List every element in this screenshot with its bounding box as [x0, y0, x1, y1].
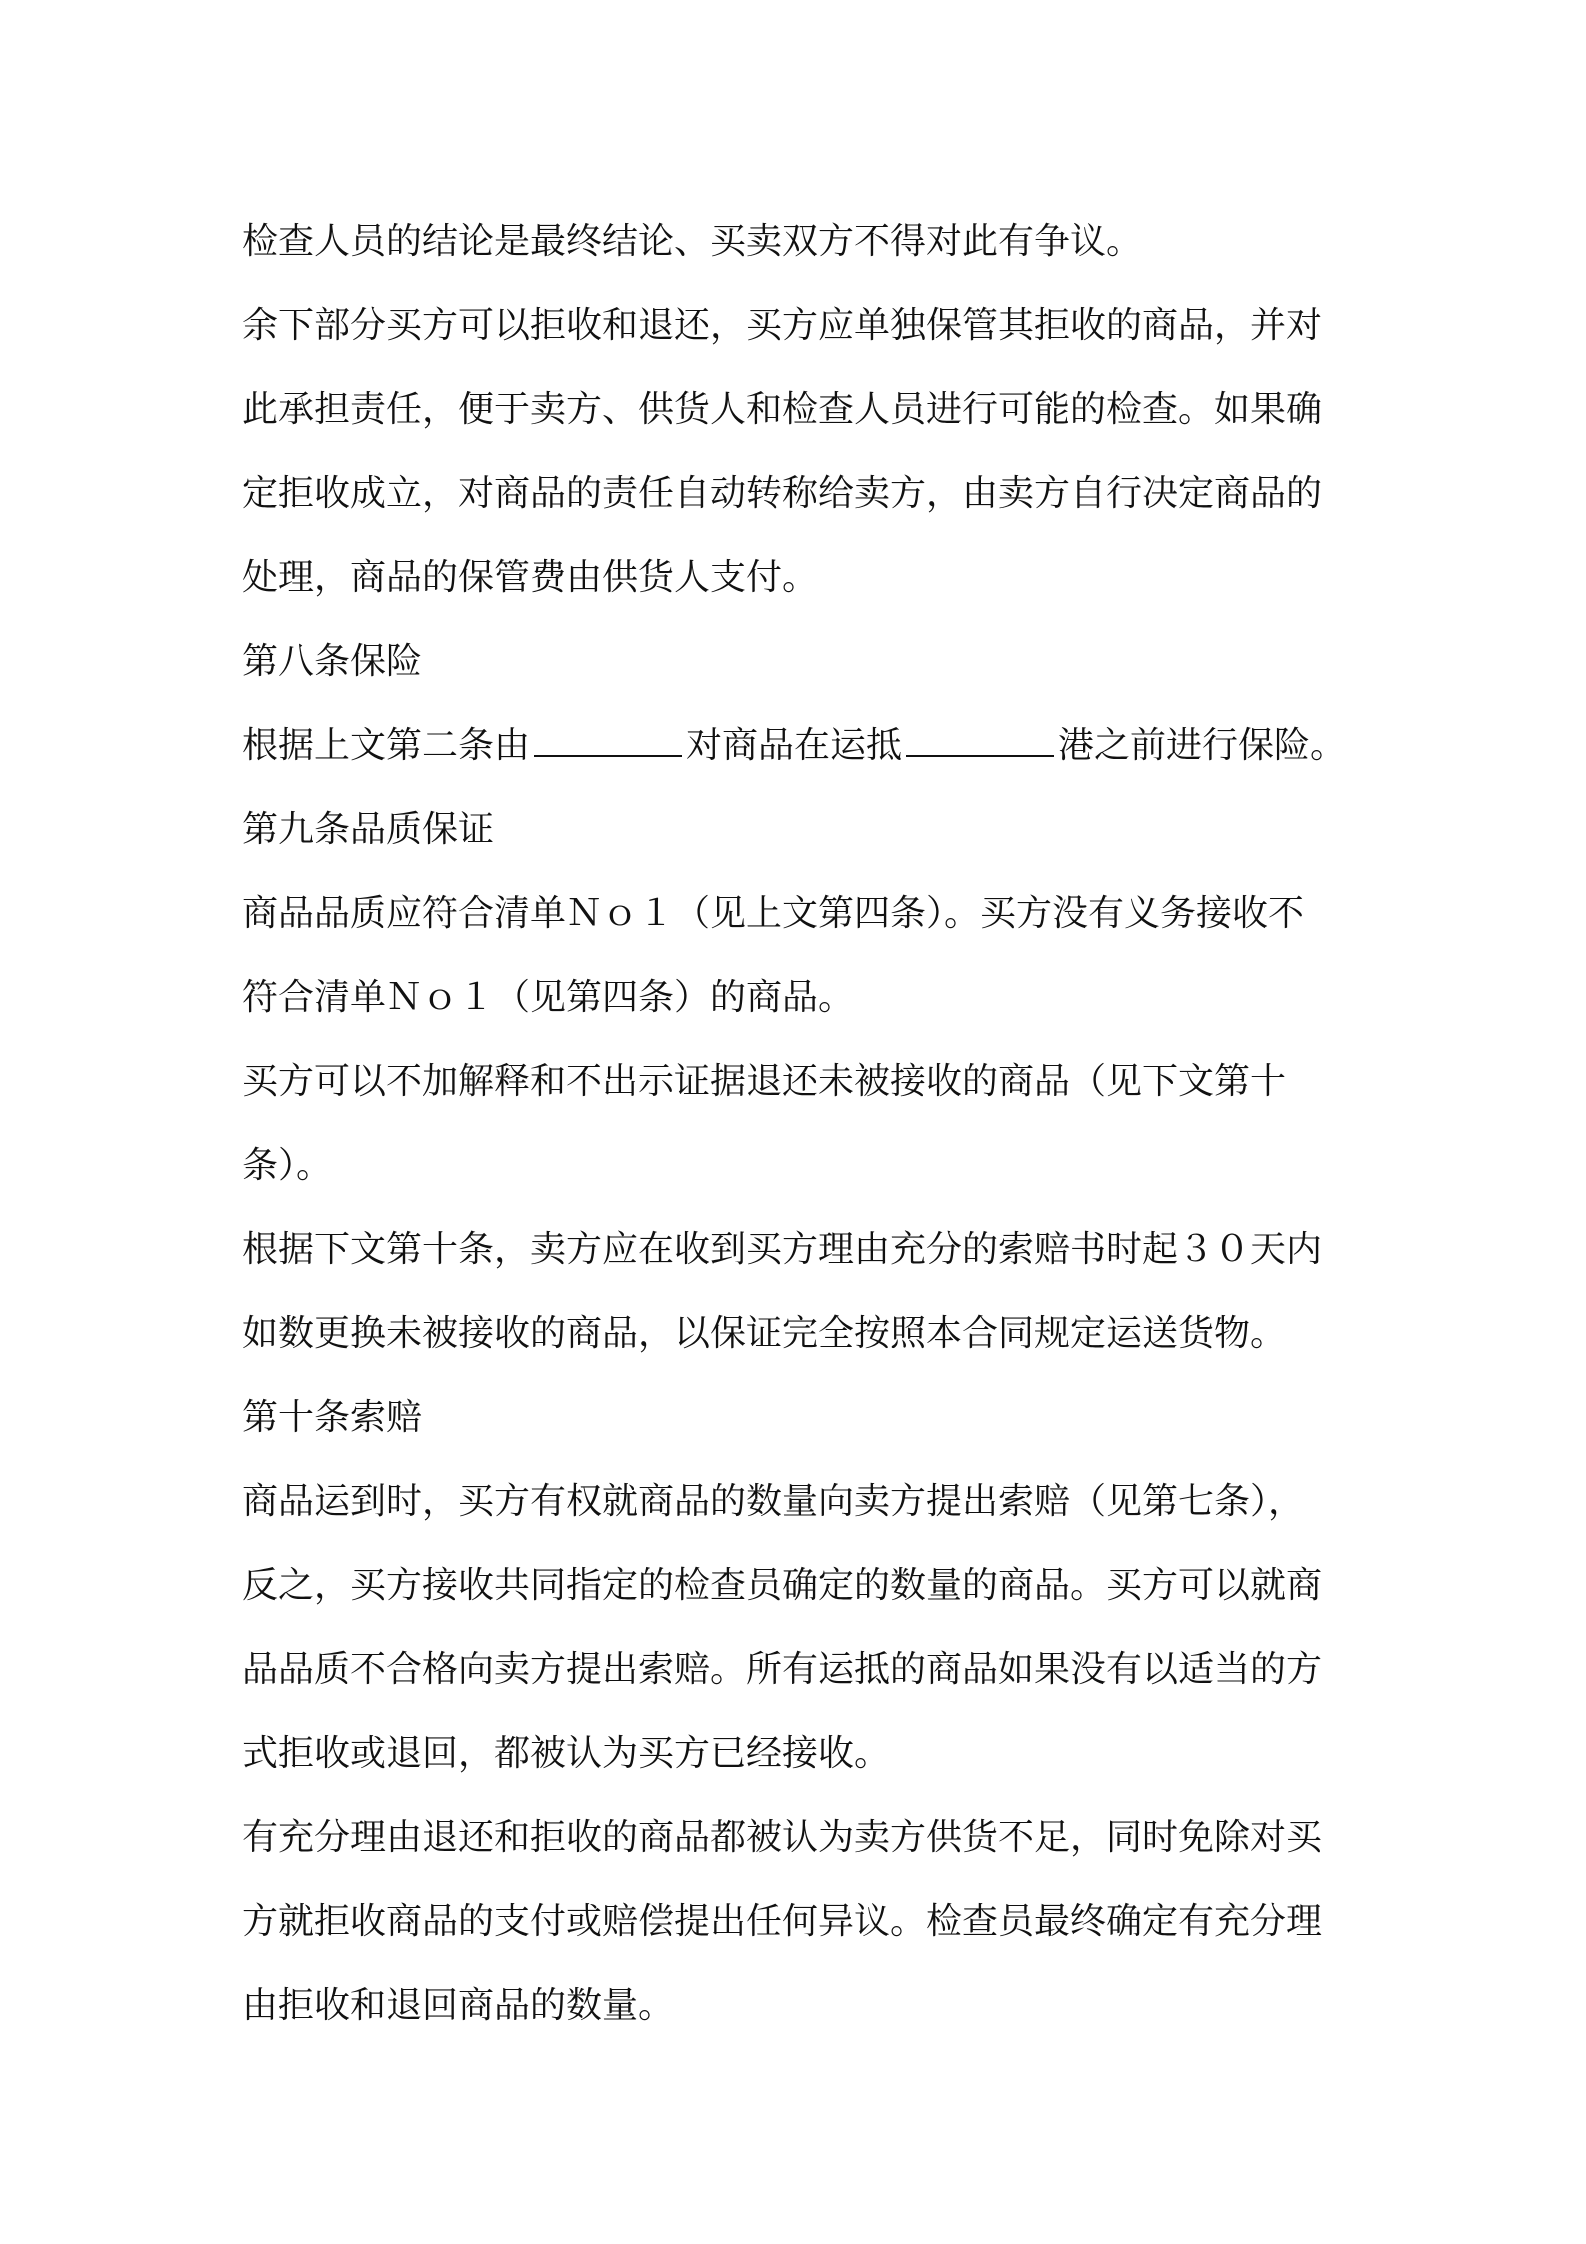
paragraph-line: 方就拒收商品的支付或赔偿提出任何异议。检查员最终确定有充分理	[242, 1901, 1323, 1942]
paragraph-line: 符合清单Ｎｏ１（见第四条）的商品。	[242, 977, 855, 1018]
paragraph-line: 处理，商品的保管费由供货人支付。	[242, 557, 819, 598]
insurance-clause-text-1: 根据上文第二条由	[242, 725, 531, 766]
paragraph-line: 此承担责任，便于卖方、供货人和检查人员进行可能的检查。如果确	[242, 389, 1323, 430]
paragraph-line: 有充分理由退还和拒收的商品都被认为卖方供货不足，同时免除对买	[242, 1817, 1323, 1858]
paragraph-line: 反之，买方接收共同指定的检查员确定的数量的商品。买方可以就商	[242, 1565, 1323, 1606]
fill-in-blank-insurer	[534, 725, 682, 757]
document-body	[242, 200, 1362, 2048]
paragraph-line: 品品质不合格向卖方提出索赔。所有运抵的商品如果没有以适当的方	[242, 1649, 1323, 1690]
paragraph-line: 定拒收成立，对商品的责任自动转称给卖方，由卖方自行决定商品的	[242, 473, 1323, 514]
paragraph-line: 由拒收和退回商品的数量。	[242, 1985, 675, 2026]
section-heading-insurance: 第八条保险	[242, 641, 423, 682]
paragraph-line: 买方可以不加解释和不出示证据退还未被接收的商品（见下文第十	[242, 1061, 1287, 1102]
section-heading-quality-guarantee: 第九条品质保证	[242, 809, 495, 850]
insurance-clause-text-2: 对商品在运抵	[686, 725, 903, 766]
insurance-clause-line	[242, 704, 1362, 788]
fill-in-blank-port	[906, 725, 1054, 757]
section-heading-claims: 第十条索赔	[242, 1397, 423, 1438]
paragraph-line: 条）。	[242, 1145, 333, 1186]
insurance-clause-text-3: 港之前进行保险。	[1058, 725, 1347, 766]
paragraph-line: 式拒收或退回，都被认为买方已经接收。	[242, 1733, 891, 1774]
paragraph-line: 商品品质应符合清单Ｎｏ１（见上文第四条）。买方没有义务接收不	[242, 893, 1305, 934]
paragraph-line: 根据下文第十条，卖方应在收到买方理由充分的索赔书时起３０天内	[242, 1229, 1323, 1270]
paragraph-line: 检查人员的结论是最终结论、买卖双方不得对此有争议。	[242, 221, 1143, 262]
paragraph-line: 如数更换未被接收的商品，以保证完全按照本合同规定运送货物。	[242, 1313, 1287, 1354]
paragraph-line: 余下部分买方可以拒收和退还，买方应单独保管其拒收的商品，并对	[242, 305, 1323, 346]
paragraph-line: 商品运到时，买方有权就商品的数量向卖方提出索赔（见第七条），	[242, 1481, 1305, 1522]
